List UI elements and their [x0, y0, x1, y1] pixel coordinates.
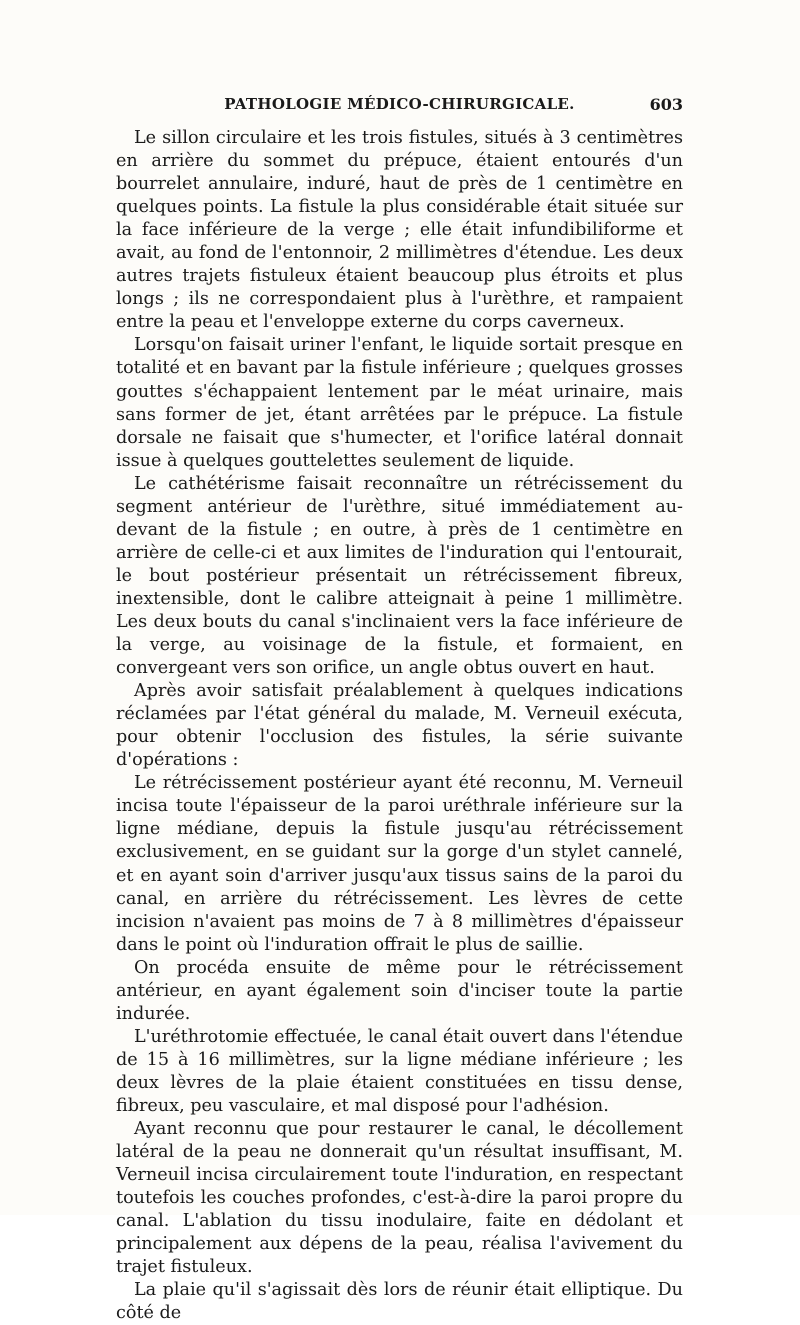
- paragraph: Après avoir satisfait préalablement à quelques indications réclamées par l'état général du malade, M. Verneuil exécuta, pour obtenir l'occlusion des fistules, la série suivante d'opérations :: [116, 681, 683, 771]
- paragraph: Le cathétérisme faisait reconnaître un rétrécissement du segment antérieur de l'urèthre, situé immédiatement au-devant de la fistule ; en outre, à près de 1 centimètre en arrière de celle-ci et aux limites de l'induration qui l'entourait, le bout postérieur présentait un rétrécissement fibreux, inextensible, dont le calibre atteignait à peine 1 millimètre. Les deux bouts du canal s'inclinaient vers la face inférieure de la verge, au voisinage de la fistule, et formaient, en convergeant vers son orifice, un angle obtus ouvert en haut.: [116, 473, 683, 679]
- body-text: [116, 127, 683, 1325]
- running-head: [116, 95, 683, 121]
- paragraph: Le rétrécissement postérieur ayant été reconnu, M. Verneuil incisa toute l'épaisseur de la paroi uréthrale inférieure sur la ligne médiane, depuis la fistule jusqu'au rétrécissement exclusivement, en se guidant sur la gorge d'un stylet cannelé, et en ayant soin d'arriver jusqu'aux tissus sains de la paroi du canal, en arrière du rétrécissement. Les lèvres de cette incision n'avaient pas moins de 7 à 8 millimètres d'épaisseur dans le point où l'induration offrait le plus de saillie.: [116, 773, 683, 955]
- paragraph: Ayant reconnu que pour restaurer le canal, le décollement latéral de la peau ne donnerait qu'un résultat insuffisant, M. Verneuil incisa circulairement toute l'induration, en respectant toutefois les couches profondes, c'est-à-dire la paroi propre du canal. L'ablation du tissu inodulaire, faite en dédolant et principalement aux dépens de la peau, réalisa l'avivement du trajet fistuleux.: [116, 1119, 683, 1278]
- paragraph: On procéda ensuite de même pour le rétrécissement antérieur, en ayant également soin d'inciser toute la partie indurée.: [116, 957, 683, 1024]
- paragraph: Lorsqu'on faisait uriner l'enfant, le liquide sortait presque en totalité et en bavant par la fistule inférieure ; quelques grosses gouttes s'échappaient lentement par le méat urinaire, mais sans former de jet, étant arrêtées par le prépuce. La fistule dorsale ne faisait que s'humecter, et l'orifice latéral donnait issue à quelques gouttelettes seulement de liquide.: [116, 335, 683, 471]
- paragraph: L'uréthrotomie effectuée, le canal était ouvert dans l'étendue de 15 à 16 millimètres, sur la ligne médiane inférieure ; les deux lèvres de la plaie étaient constituées en tissu dense, fibreux, peu vasculaire, et mal disposé pour l'adhésion.: [116, 1026, 683, 1116]
- paragraph: La plaie qu'il s'agissait dès lors de réunir était elliptique. Du côté de: [116, 1280, 683, 1324]
- running-title: PATHOLOGIE MÉDICO-CHIRURGICALE.: [224, 95, 575, 113]
- paragraph: Le sillon circulaire et les trois fistules, situés à 3 centimètres en arrière du sommet du prépuce, étaient entourés d'un bourrelet annulaire, induré, haut de près de 1 centimètre en quelques points. La fistule la plus considérable était située sur la face inférieure de la verge ; elle était infundibiliforme et avait, au fond de l'entonnoir, 2 millimètres d'étendue. Les deux autres trajets fistuleux étaient beaucoup plus étroits et plus longs ; ils ne correspondaient plus à l'urèthre, et rampaient entre la peau et l'enveloppe externe du corps caverneux.: [116, 128, 683, 333]
- page-number: 603: [649, 95, 683, 114]
